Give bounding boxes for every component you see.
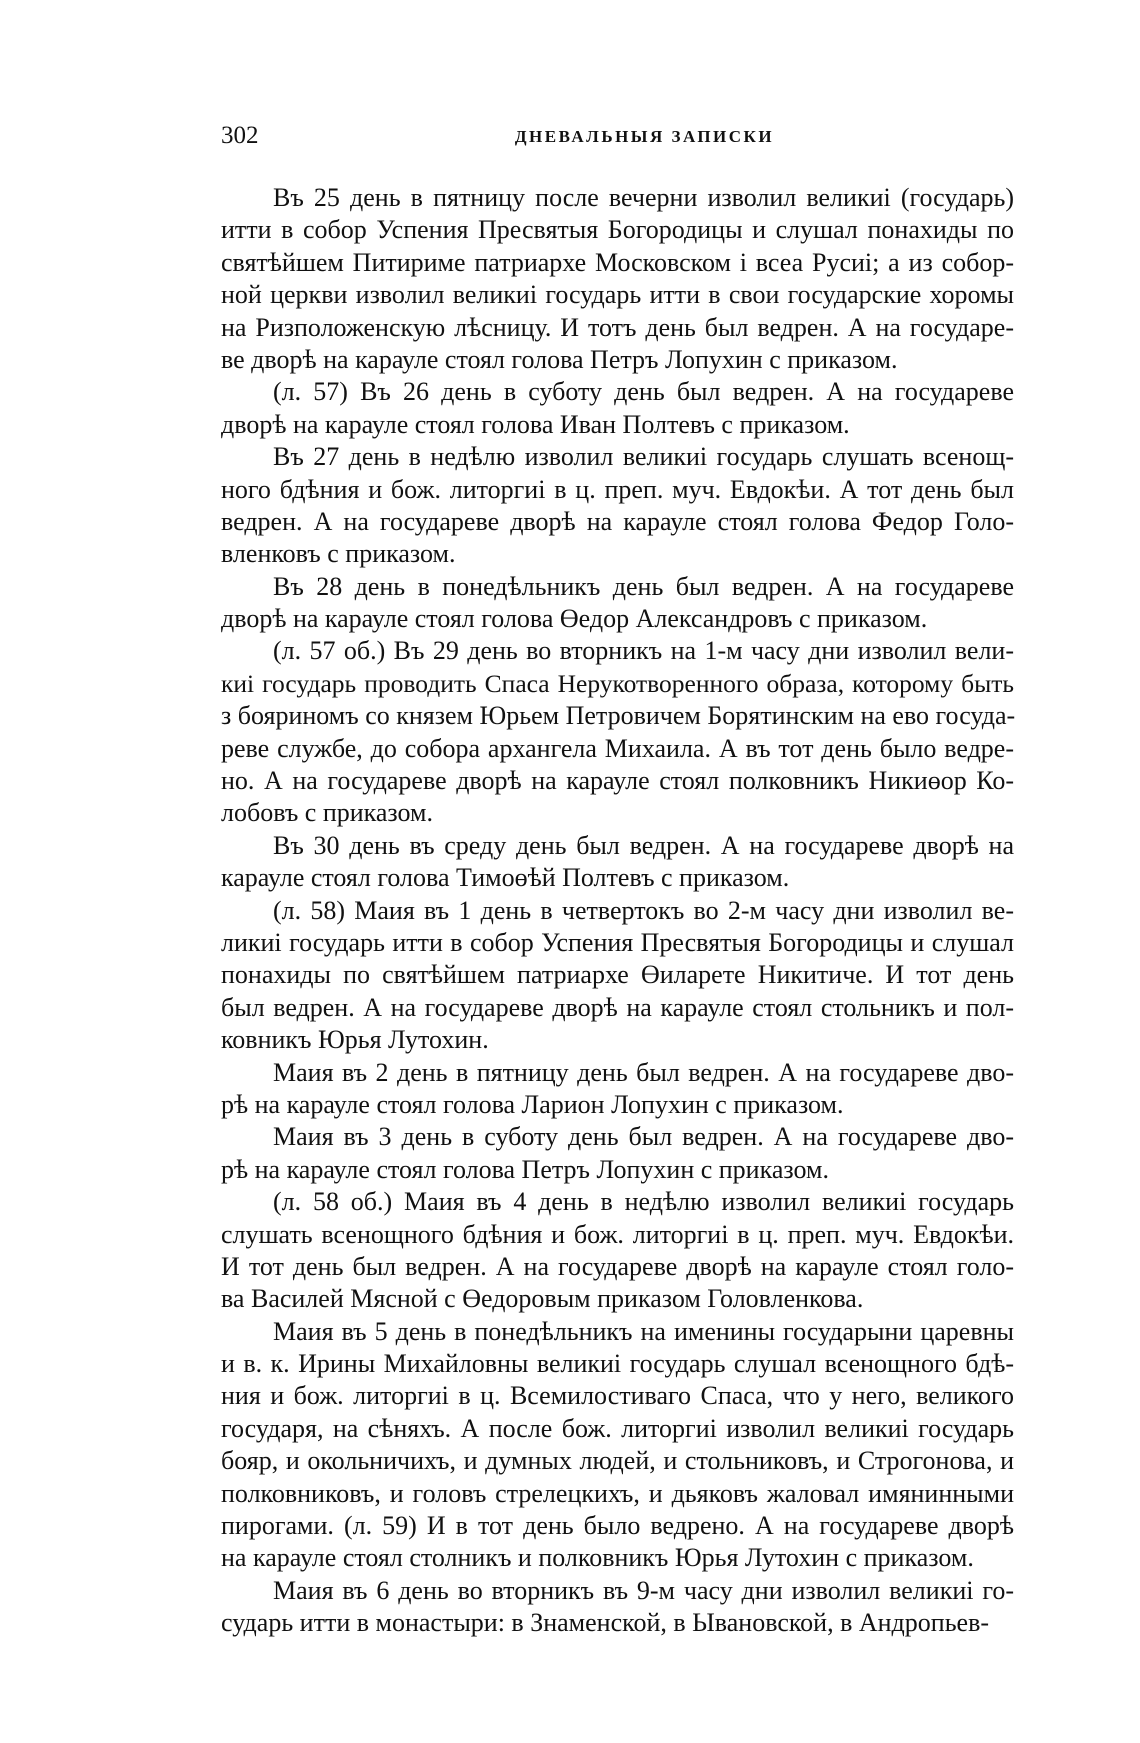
text-line: ве дворѣ на карауле стоял голова Петръ Лопухин с приказом. [221,344,898,374]
text-line: полковниковъ, и головъ стрелецкихъ, и дьяковъ жаловал имянинными [221,1478,1014,1508]
paragraph [221,571,1014,636]
text-line: государя, на сѣняхъ. А после бож. литоргиі изволил великиі государь [221,1413,1014,1443]
text-line: Въ 30 день въ среду день был ведрен. А на государеве дворѣ на [273,830,1014,860]
text-line: лобовъ с приказом. [221,798,433,828]
text-line: рѣ на карауле стоял голова Ларион Лопухин с приказом. [221,1089,844,1119]
text-line: (л. 58 об.) Маия въ 4 день в недѣлю изволил великиі государь [273,1187,1014,1217]
paragraph [221,441,1014,571]
text-line: И тот день был ведрен. А на государеве дворѣ на карауле стоял голо- [221,1251,1014,1281]
paragraph [221,1057,1014,1122]
text-line: реве службе, до собора архангела Михаила. А въ тот день было ведре- [221,733,1014,763]
text-line: бояр, и окольничихъ, и думных людей, и стольниковъ, и Строгонова, и [221,1446,1014,1476]
running-head: ДНЕВАЛЬНЫЯ ЗАПИСКИ [514,127,775,146]
text-line: ликиі государь итти в собор Успения Пресвятыя Богородицы и слушал [221,927,1014,957]
text-line: з бояриномъ со князем Юрьем Петровичем Борятинским на ево госуда- [221,701,1016,731]
text-line: Маия въ 6 день во вторникъ въ 9-м часу дни изволил великиі го- [273,1575,1014,1605]
text-line: Маия въ 2 день в пятницу день был ведрен. А на государеве дво- [273,1057,1014,1087]
paragraph [221,1186,1014,1316]
text-line: дворѣ на карауле стоял голова Иван Полтевъ с приказом. [221,409,850,439]
paragraph [221,635,1014,829]
body-text [221,182,1014,1640]
text-line: карауле стоял голова Тимоөѣй Полтевъ с приказом. [221,863,790,893]
paragraph [221,1121,1014,1186]
text-line: сударь итти в монастыри: в Знаменской, в Ывановской, в Андропьев- [221,1608,990,1638]
page-header [221,120,1008,152]
text-line: (л. 57) Въ 26 день в суботу день был ведрен. А на государеве [273,377,1014,407]
text-line: (л. 58) Маия въ 1 день в четвертокъ во 2-м часу дни изволил ве- [273,895,1014,925]
page-number: 302 [221,122,259,149]
paragraph [221,182,1014,376]
text-line: киі государь проводить Спаса Нерукотворенного образа, которому быть [221,668,1014,698]
text-line: и в. к. Ирины Михайловны великиі государь слушал всенощного бдѣ- [221,1349,1014,1379]
text-line: ведрен. А на государеве дворѣ на карауле стоял голова Федор Голо- [221,506,1014,536]
text-line: ва Василей Мясной с Өедоровым приказом Головленкова. [221,1284,864,1314]
text-line: на Ризположенскую лѣсницу. И тотъ день был ведрен. А на государе- [221,312,1014,342]
text-line: Маия въ 5 день в понедѣльникъ на именины государыни царевны [273,1316,1014,1346]
paragraph [221,830,1014,895]
text-line: рѣ на карауле стоял голова Петръ Лопухин с приказом. [221,1154,829,1184]
paragraph [221,376,1014,441]
text-line: понахиды по святѣйшем патриархе Өиларете Никитиче. И тот день [221,960,1014,990]
text-line: Въ 25 день в пятницу после вечерни изволил великиі (государь) [273,183,1014,212]
text-line: но. А на государеве дворѣ на карауле стоял полковникъ Никиөор Ко- [221,766,1014,796]
text-line: слушать всенощного бдѣния и бож. литоргиі в ц. преп. муч. Евдокѣи. [221,1219,1014,1249]
text-line: (л. 57 об.) Въ 29 день во вторникъ на 1-м часу дни изволил вели- [273,636,1014,666]
text-line: ной церкви изволил великиі государь итти в свои государские хоромы [221,280,1014,310]
text-line: ния и бож. литоргиі в ц. Всемилостиваго Спаса, что у него, великого [221,1381,1014,1411]
paragraph [221,895,1014,1057]
text-line: ковникъ Юрья Лутохин. [221,1025,489,1055]
paragraph [221,1575,1014,1640]
text-line: ного бдѣния и бож. литоргиі в ц. преп. муч. Евдокѣи. А тот день был [221,474,1014,504]
text-line: вленковъ с приказом. [221,539,456,569]
text-line: Маия въ 3 день в суботу день был ведрен. А на государеве дво- [273,1122,1014,1152]
text-line: был ведрен. А на государеве дворѣ на карауле стоял стольникъ и пол- [221,992,1014,1022]
text-line: дворѣ на карауле стоял голова Өедор Александровъ с приказом. [221,604,928,634]
text-line: итти в собор Успения Пресвятыя Богородицы и слушал понахиды по [221,215,1014,245]
text-line: Въ 27 день в недѣлю изволил великиі государь слушать всенощ- [273,442,1014,472]
text-line: Въ 28 день в понедѣльникъ день был ведрен. А на государеве [273,571,1014,601]
paragraph [221,1316,1014,1575]
text-line: святѣйшем Питириме патриархе Московском і всеа Русиі; а из собор- [221,247,1014,277]
text-line: на карауле стоял столникъ и полковникъ Юрья Лутохин с приказом. [221,1543,974,1573]
text-line: пирогами. (л. 59) И в тот день было ведрено. А на государеве дворѣ [221,1511,1014,1541]
